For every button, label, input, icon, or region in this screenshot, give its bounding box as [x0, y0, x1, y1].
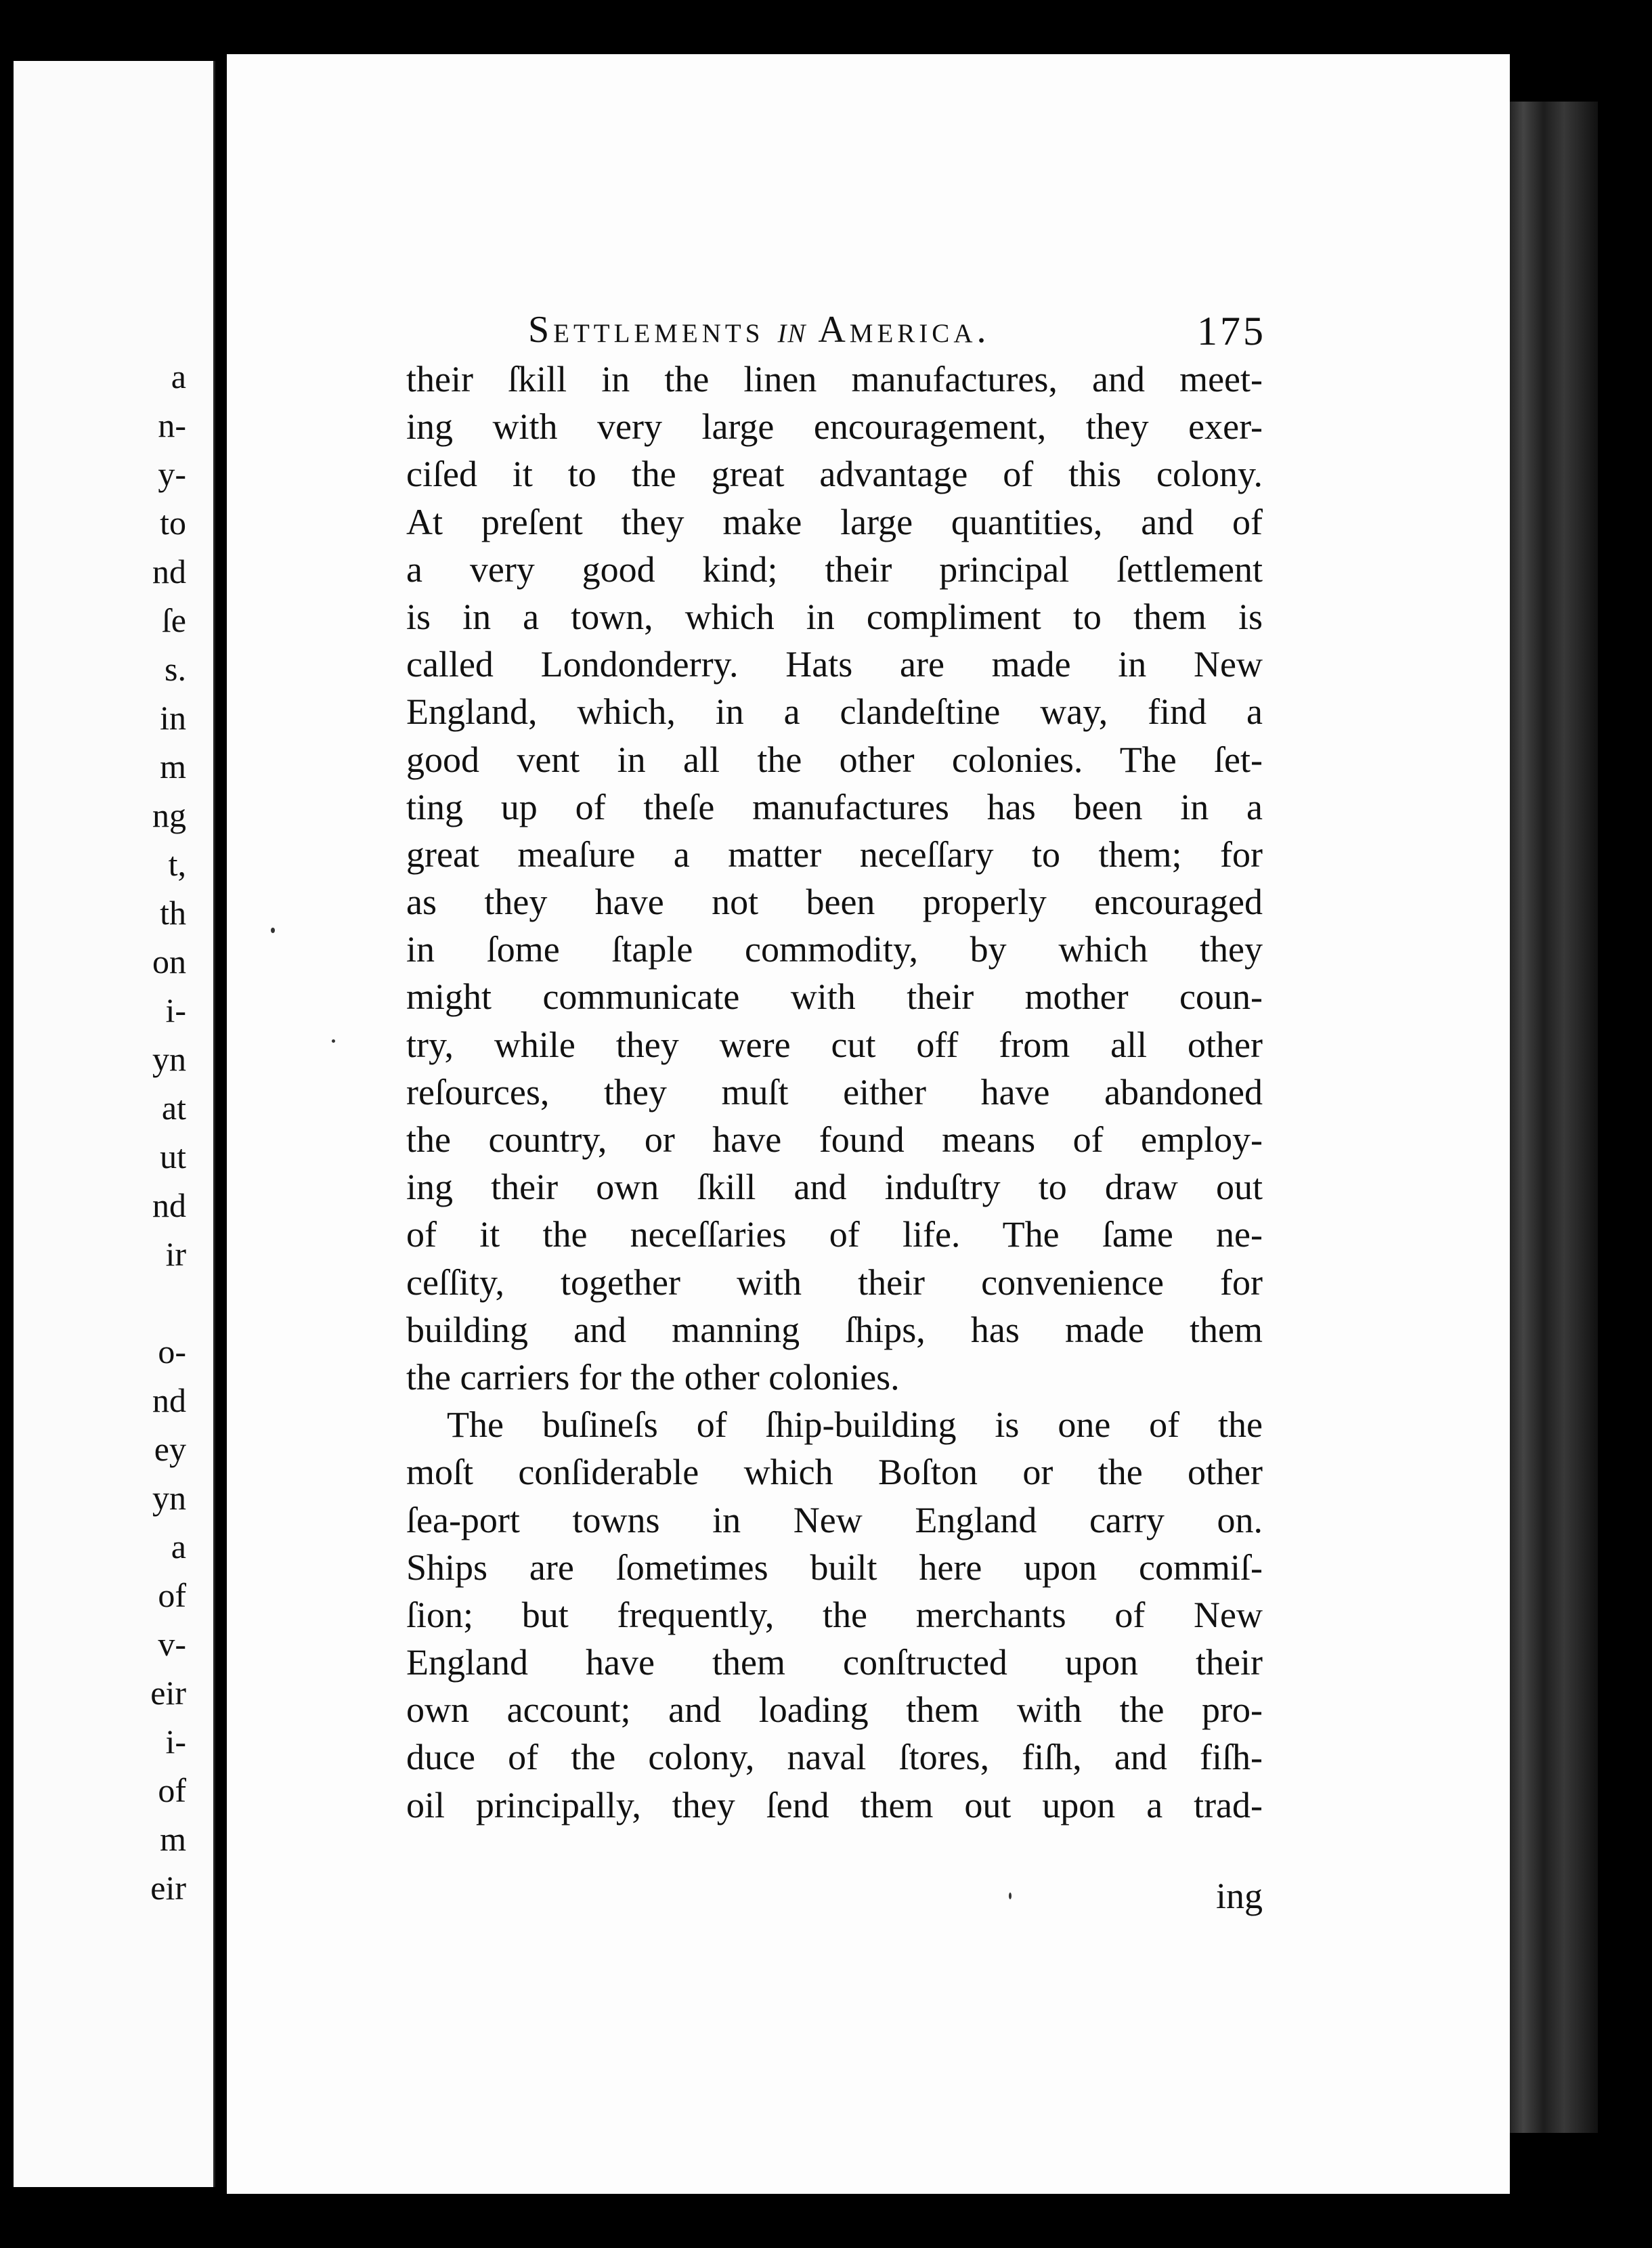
ink-speck — [271, 928, 275, 933]
body-text — [406, 355, 1263, 1829]
running-title-in: in — [777, 309, 807, 351]
fragment-line: a — [171, 1528, 186, 1565]
text-line: England, which, in a clandeſtine way, find a — [406, 691, 1263, 733]
fragment-line: t, — [168, 845, 186, 883]
fragment-line: at — [161, 1089, 186, 1127]
text-line: in ſome ſtaple commodity, by which they — [406, 929, 1263, 970]
text-line: called Londonderry. Hats are made in New — [406, 644, 1263, 685]
fragment-line: nd — [152, 1186, 186, 1224]
running-title-america: America. — [818, 309, 991, 351]
text-line: Ships are ſometimes built here upon commiſ- — [406, 1547, 1263, 1588]
text-line: ſion; but frequently, the merchants of New — [406, 1594, 1263, 1635]
fragment-line: a — [171, 358, 186, 395]
left-facing-page — [14, 61, 215, 2187]
text-line: great meaſure a matter neceſſary to them; for — [406, 834, 1263, 875]
running-title-settlements: Settlements — [528, 309, 764, 351]
fragment-line: m — [160, 748, 186, 785]
fragment-line: y- — [158, 455, 186, 493]
fragment-line: of — [158, 1771, 186, 1809]
fragment-line: s. — [165, 650, 186, 688]
page-number: 175 — [1197, 309, 1266, 353]
fragment-line: of — [158, 1576, 186, 1614]
fragment-line: yn — [152, 1479, 186, 1517]
text-line: oil principally, they ſend them out upon a trad- — [406, 1784, 1263, 1825]
left-page-text-fragments — [14, 352, 213, 1912]
text-line: their ſkill in the linen manufactures, and meet- — [406, 359, 1263, 399]
fragment-line: nd — [152, 1381, 186, 1419]
fragment-line: ng — [152, 796, 186, 834]
fragment-line: th — [160, 894, 186, 932]
fragment-line: v- — [158, 1625, 186, 1663]
text-line: building and manning ſhips, has made them — [406, 1309, 1263, 1350]
running-title — [528, 308, 990, 351]
fragment-line: n- — [158, 406, 186, 444]
text-line: ing with very large encouragement, they exer- — [406, 406, 1263, 448]
text-line: reſources, they muſt either have abandoned — [406, 1071, 1263, 1112]
text-line: ſea-port towns in New England carry on. — [406, 1499, 1263, 1540]
fragment-line: o- — [158, 1333, 186, 1370]
text-line: own account; and loading them with the pro- — [406, 1689, 1263, 1731]
text-line: ciſed it to the great advantage of this colony. — [406, 454, 1263, 495]
ink-speck — [1009, 1893, 1012, 1899]
text-line-paragraph-start: The buſineſs of ſhip-building is one of the — [447, 1404, 1263, 1446]
fragment-line: ſe — [161, 601, 186, 639]
text-line: good vent in all the other colonies. The ſet- — [406, 739, 1263, 780]
fragment-line: to — [160, 504, 186, 542]
text-line: ting up of theſe manufactures has been in a — [406, 786, 1263, 827]
fragment-line: i- — [165, 991, 186, 1029]
text-line: of it the neceſſaries of life. The ſame ne- — [406, 1214, 1263, 1255]
fragment-line: on — [152, 943, 186, 980]
text-line: England have them conſtructed upon their — [406, 1642, 1263, 1683]
ink-speck — [332, 1039, 335, 1043]
fragment-line: i- — [165, 1723, 186, 1760]
fragment-line: ey — [154, 1430, 186, 1468]
text-line: a very good kind; their principal ſettlement — [406, 548, 1263, 590]
fragment-line: m — [160, 1820, 186, 1858]
text-line-paragraph-end: the carriers for the other colonies. — [406, 1356, 900, 1398]
fragment-line: ir — [165, 1235, 186, 1273]
catchword: ing — [1215, 1876, 1263, 1916]
text-line: try, while they were cut off from all other — [406, 1024, 1263, 1065]
text-line: At preſent they make large quantities, and of — [406, 501, 1263, 542]
fragment-line: nd — [152, 553, 186, 590]
text-line: is in a town, which in compliment to them is — [406, 596, 1263, 637]
fragment-line: ut — [160, 1138, 186, 1175]
fragment-line: eir — [150, 1869, 186, 1907]
text-line: moſt conſiderable which Boſton or the other — [406, 1452, 1263, 1493]
text-line: ing their own ſkill and induſtry to draw out — [406, 1167, 1263, 1208]
fragment-line: eir — [150, 1674, 186, 1712]
text-line: duce of the colony, naval ſtores, fiſh, and fiſh- — [406, 1737, 1263, 1778]
text-line: as they have not been properly encouraged — [406, 882, 1263, 923]
text-line: might communicate with their mother coun- — [406, 976, 1263, 1018]
text-line: ceſſity, together with their convenience for — [406, 1261, 1263, 1303]
fragment-line: yn — [152, 1040, 186, 1078]
fragment-line: in — [160, 699, 186, 737]
fragment-line — [14, 1278, 213, 1327]
text-line: the country, or have found means of employ- — [406, 1119, 1263, 1160]
